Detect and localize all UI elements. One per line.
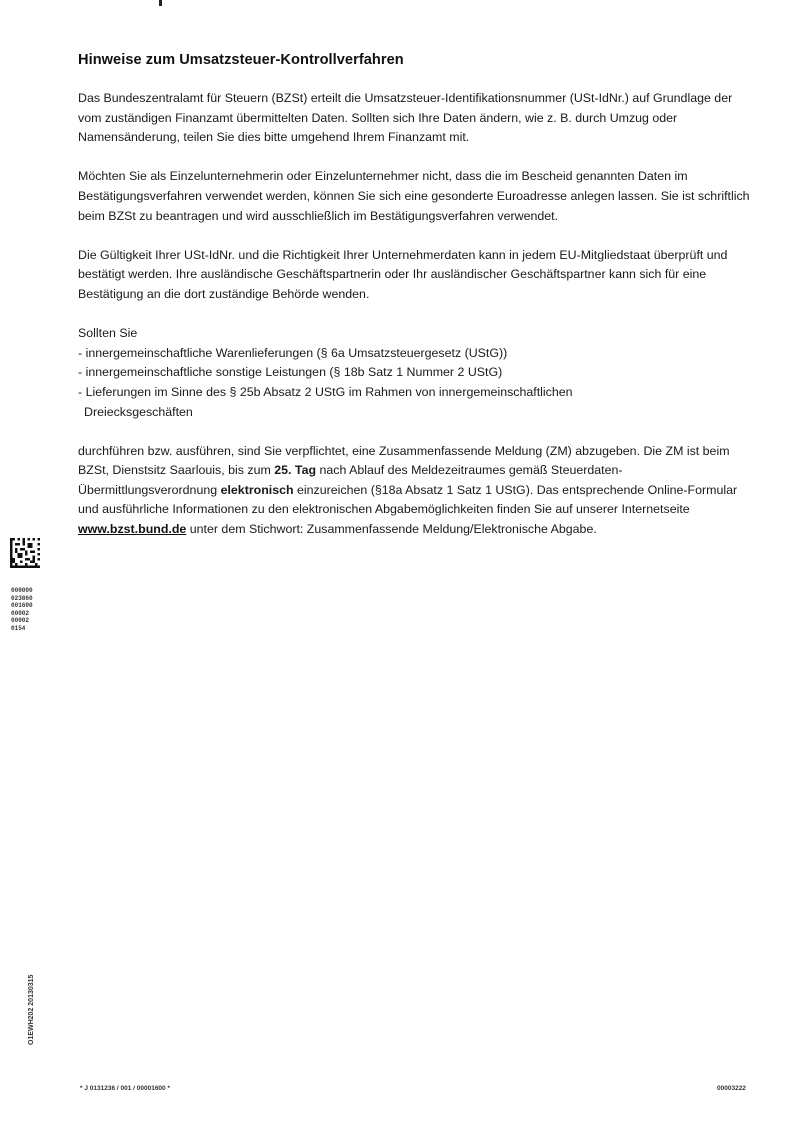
paragraph-gueltigkeit: Die Gültigkeit Ihrer USt-IdNr. und die Richtigkeit Ihrer Unternehmerdaten kann in jedem EU-Mitgliedstaat überprüft und bestätigt werden. Ihre ausländische Geschäftspartnerin oder Ihr ausländischer Geschäftspartner kann sich für eine Bestätigung an die dort zuständige Behörde wenden. xyxy=(78,247,728,301)
list-item: - Lieferungen im Sinne des § 25b Absatz 2 UStG im Rahmen von innergemeinschaftlichen xyxy=(78,384,573,399)
electronic-emphasis: elektronisch xyxy=(220,482,294,497)
datamatrix-code-icon xyxy=(10,538,40,568)
margin-code: 00002 xyxy=(11,617,30,624)
list-item: - innergemeinschaftliche sonstige Leistungen (§ 18b Satz 1 Nummer 2 UStG) xyxy=(78,365,503,380)
footer-reference: * J 0131236 / 001 / 00001600 * xyxy=(80,1085,170,1092)
deadline-emphasis: 25. Tag xyxy=(274,463,317,478)
margin-codes xyxy=(11,587,33,632)
text-segment: einzureichen (§18a Absatz 1 Satz 1 UStG). Das entsprechende Online-Formular und ausführliche Informationen zu den elektronischen Abgabemöglichkeiten finden Sie auf unserer Internetseite xyxy=(78,482,738,517)
document-body xyxy=(78,89,758,559)
paragraph-ust-idnr: Das Bundeszentralamt für Steuern (BZSt) erteilt die Umsatzsteuer-Identifikationsnummer (USt-IdNr.) auf Grundlage der vom zuständigen Finanzamt übermittelten Daten. Sollten sich Ihre Daten ändern, wie z. B. durch Umzug oder Namensänderung, teilen Sie dies bitte umgehend Ihrem Finanzamt mit. xyxy=(78,91,733,145)
footer-page-code: 00003222 xyxy=(717,1085,746,1092)
list-intro: Sollten Sie xyxy=(78,326,138,341)
margin-code: 00002 xyxy=(11,609,30,617)
paragraph-euroadresse: Möchten Sie als Einzelunternehmerin oder Einzelunternehmer nicht, dass die im Bescheid genannten Daten im Bestätigungsverfahren verwendet werden, können Sie sich eine gesonderte Euroadresse anlegen lassen. Sie ist schriftlich beim BZSt zu beantragen und wird ausschließlich im Bestätigungsverfahren verwendet. xyxy=(78,169,750,223)
text-segment: nach Ablauf des Meldezeitraumes gemäß Steuerdaten-Übermittlungsverordnung xyxy=(78,463,623,497)
form-identifier: O1EWH202 20130315 xyxy=(28,974,35,1045)
margin-code: 023860 xyxy=(11,594,33,602)
paragraph-zusammenfassende-meldung xyxy=(78,442,758,540)
obligation-list xyxy=(78,324,758,422)
document-title: Hinweise zum Umsatzsteuer-Kontrollverfahren xyxy=(78,52,404,68)
text-segment: durchführen bzw. ausführen, sind Sie verpflichtet, eine Zusammenfassende Meldung (ZM) abzugeben. Die ZM ist beim BZSt, Dienstsitz Saarlouis, bis zum xyxy=(78,443,730,478)
text-segment: unter dem Stichwort: Zusammenfassende Meldung/Elektronische Abgabe. xyxy=(186,522,597,537)
margin-code: 000000 xyxy=(11,587,33,594)
fold-mark xyxy=(159,0,162,6)
bzst-website-link[interactable]: www.bzst.bund.de xyxy=(78,522,187,537)
list-item: - innergemeinschaftliche Warenlieferungen (§ 6a Umsatzsteuergesetz (UStG)) xyxy=(78,345,508,360)
margin-code: 0154 xyxy=(11,624,26,632)
margin-code: 001600 xyxy=(11,602,33,609)
list-item-continuation: Dreiecksgeschäften xyxy=(84,404,193,419)
